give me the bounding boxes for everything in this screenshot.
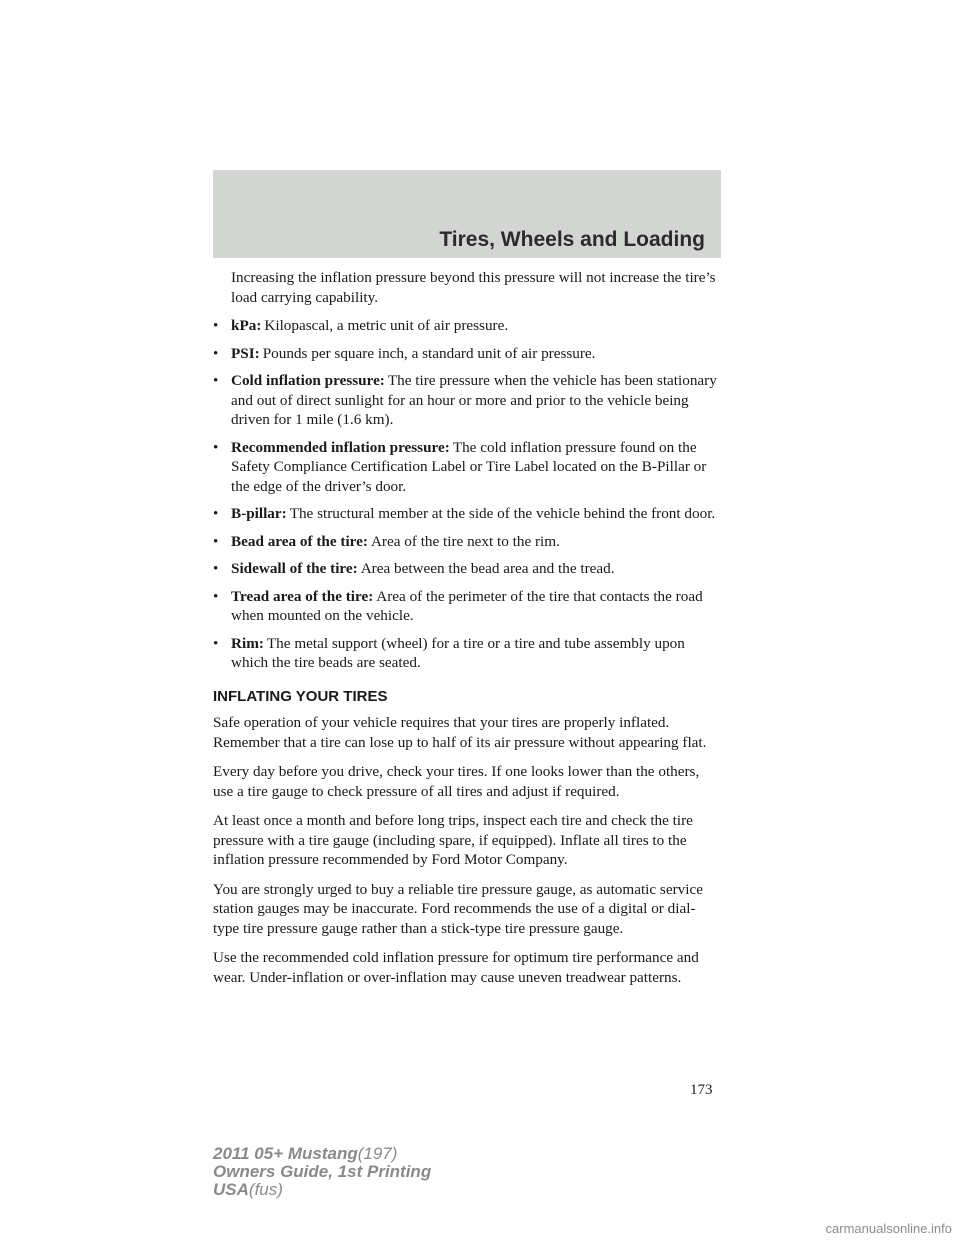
definition-text: Area of the perimeter of the tire that contacts the road when mounted on the vehicle. — [231, 587, 703, 624]
definition-term: B-pillar: — [231, 505, 287, 522]
footer-line-market — [213, 1181, 431, 1199]
body-paragraph: Every day before you drive, check your tires. If one looks lower than the others, use a tire gauge to check pressure of all tires and adjust if required. — [213, 763, 700, 800]
definition-term: Bead area of the tire: — [231, 532, 368, 550]
definition-item — [213, 316, 721, 336]
page-content — [213, 268, 721, 997]
bullet-icon: • — [213, 634, 219, 652]
definition-term: Cold inflation pressure: — [231, 372, 385, 389]
print-footer — [213, 1145, 431, 1199]
bullet-icon: • — [213, 438, 219, 456]
definition-item — [213, 532, 721, 552]
bullet-icon: • — [213, 372, 219, 389]
body-paragraph: Use the recommended cold inflation pressure for optimum tire performance and wear. Under-inflation or over-inflation may cause uneven treadwear patterns. — [213, 949, 699, 986]
definition-list — [213, 316, 721, 673]
intro-paragraph: Increasing the inflation pressure beyond this pressure will not increase the tire’s load carrying capability. — [231, 269, 716, 306]
definition-item — [213, 344, 721, 364]
bullet-icon: • — [213, 560, 219, 577]
body-paragraph: At least once a month and before long trips, inspect each tire and check the tire pressure with a tire gauge (including spare, if equipped). Inflate all tires to the inflation pressure recommended by Ford Motor Company. — [213, 812, 693, 868]
definition-item — [213, 504, 721, 524]
section-heading: INFLATING YOUR TIRES — [213, 687, 388, 705]
bullet-icon: • — [213, 587, 219, 605]
footer-page-code: (197) — [357, 1144, 398, 1163]
footer-market: USA — [213, 1180, 249, 1199]
definition-text: Area of the tire next to the rim. — [370, 532, 560, 550]
definition-text: The tire pressure when the vehicle has been stationary and out of direct sunlight for an hour or more and prior to the vehicle being driven for 1 mile (1.6 km). — [231, 372, 717, 428]
footer-market-code: (fus) — [248, 1180, 283, 1199]
definition-term: PSI: — [231, 344, 260, 362]
definition-item — [213, 559, 721, 579]
definition-item — [213, 438, 721, 497]
footer-model: 2011 05+ Mustang — [213, 1144, 358, 1163]
footer-line-edition: Owners Guide, 1st Printing — [213, 1162, 432, 1181]
bullet-icon: • — [213, 505, 219, 522]
body-paragraph: You are strongly urged to buy a reliable tire pressure gauge, as automatic service station gauges may be inaccurate. Ford recommends the use of a digital or dial-type tire pressure gauge rather than a stick-type tire pressure gauge. — [213, 880, 703, 937]
bullet-icon: • — [213, 344, 219, 362]
watermark: carmanualsonline.info — [825, 1221, 952, 1236]
section-header-band — [213, 170, 721, 258]
definition-term: Sidewall of the tire: — [231, 560, 358, 577]
definition-term: Tread area of the tire: — [231, 587, 374, 605]
definition-text: The structural member at the side of the vehicle behind the front door. — [289, 505, 716, 522]
definition-item — [213, 587, 721, 626]
bullet-icon: • — [213, 532, 219, 550]
bullet-icon: • — [213, 317, 219, 334]
definition-text: The cold inflation pressure found on the Safety Compliance Certification Label or Tire Label located on the B-Pillar or the edge of the driver’s door. — [231, 438, 707, 495]
definition-term: Recommended inflation pressure: — [231, 438, 450, 456]
definition-item — [213, 634, 721, 673]
section-title: Tires, Wheels and Loading — [439, 228, 705, 251]
body-paragraph: Safe operation of your vehicle requires that your tires are properly inflated. Remember that a tire can lose up to half of its air pressure without appearing flat. — [213, 714, 707, 751]
definition-term: Rim: — [231, 634, 264, 652]
footer-line-model — [213, 1145, 431, 1163]
definition-text: Pounds per square inch, a standard unit of air pressure. — [262, 344, 596, 362]
definition-text: Kilopascal, a metric unit of air pressure. — [264, 317, 509, 334]
definition-text: Area between the bead area and the tread. — [360, 560, 615, 577]
page-number: 173 — [690, 1082, 713, 1098]
definition-text: The metal support (wheel) for a tire or a tire and tube assembly upon which the tire beads are seated. — [231, 634, 685, 671]
definition-item — [213, 371, 721, 430]
definition-term: kPa: — [231, 317, 262, 334]
